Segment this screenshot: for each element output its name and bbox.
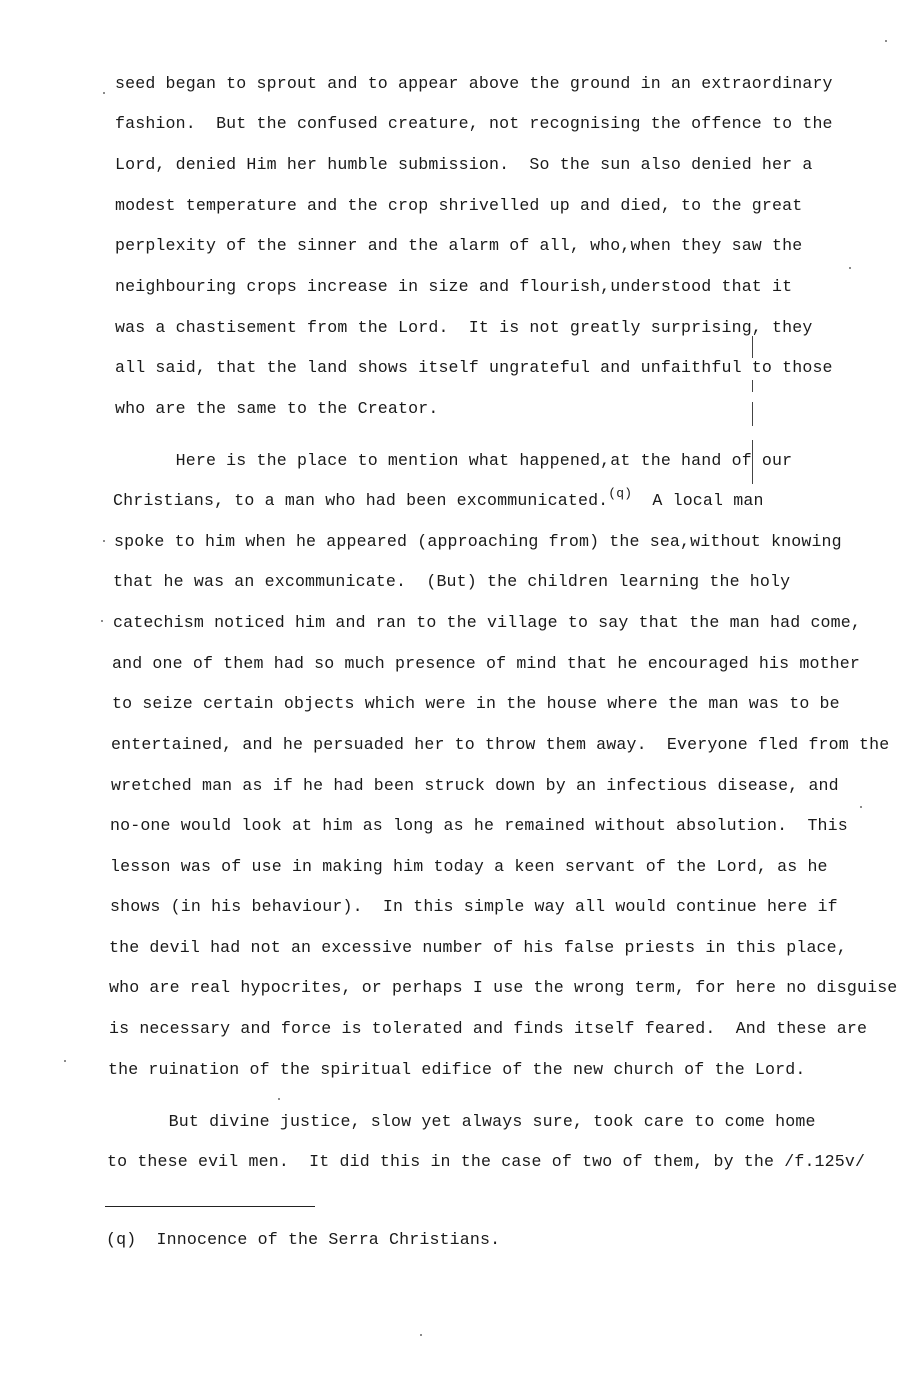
text-fragment: Christians, to a man who had been excommunicated.: [113, 491, 609, 510]
text-line: to seize certain objects which were in the house where the man was to be: [112, 694, 840, 713]
speck-mark: [420, 1334, 422, 1336]
text-line: shows (in his behaviour). In this simple way all would continue here if: [110, 897, 838, 916]
text-line: to these evil men. It did this in the case of two of them, by the /f.125v/: [107, 1152, 866, 1171]
text-line: that he was an excommunicate. (But) the children learning the holy: [113, 572, 791, 591]
footnote-marker: (q): [608, 486, 633, 501]
text-line: is necessary and force is tolerated and finds itself feared. And these are: [109, 1019, 868, 1038]
text-line: spoke to him when he appeared (approaching from) the sea,without knowing: [114, 532, 842, 551]
text-line: wretched man as if he had been struck down by an infectious disease, and: [111, 776, 839, 795]
text-line: seed began to sprout and to appear above the ground in an extraordinary: [115, 74, 833, 93]
text-line: lesson was of use in making him today a keen servant of the Lord, as he: [110, 857, 828, 876]
text-line: the devil had not an excessive number of his false priests in this place,: [109, 938, 847, 957]
margin-mark: [752, 336, 753, 358]
text-line: was a chastisement from the Lord. It is not greatly surprising, they: [115, 318, 813, 337]
speck-mark: [885, 40, 887, 42]
text-line: neighbouring crops increase in size and flourish,understood that it: [115, 277, 793, 296]
text-line: Here is the place to mention what happened,at the hand of our: [115, 451, 793, 470]
speck-mark: [103, 92, 105, 94]
margin-mark: [752, 402, 753, 426]
text-line: perplexity of the sinner and the alarm of all, who,when they saw the: [115, 236, 803, 255]
text-line: modest temperature and the crop shrivelled up and died, to the great: [115, 196, 803, 215]
speck-mark: [101, 620, 103, 622]
text-line: Lord, denied Him her humble submission. So the sun also denied her a: [115, 155, 813, 174]
text-line-with-footnote: [113, 486, 764, 512]
text-line: entertained, and he persuaded her to throw them away. Everyone fled from the: [111, 735, 890, 754]
text-fragment: A local man: [632, 491, 764, 510]
margin-mark: [752, 380, 753, 392]
footnote-text: (q) Innocence of the Serra Christians.: [106, 1230, 501, 1249]
speck-mark: [103, 540, 105, 542]
footnote-separator: [105, 1206, 315, 1207]
text-line: who are real hypocrites, or perhaps I use the wrong term, for here no disguise: [109, 978, 898, 997]
text-line: who are the same to the Creator.: [115, 399, 439, 418]
text-line: the ruination of the spiritual edifice of the new church of the Lord.: [108, 1060, 806, 1079]
text-line: no-one would look at him as long as he remained without absolution. This: [110, 816, 848, 835]
speck-mark: [64, 1060, 66, 1062]
text-line: fashion. But the confused creature, not recognising the offence to the: [115, 114, 833, 133]
text-line: and one of them had so much presence of mind that he encouraged his mother: [112, 654, 860, 673]
text-line: catechism noticed him and ran to the village to say that the man had come,: [113, 613, 861, 632]
text-line: But divine justice, slow yet always sure, took care to come home: [108, 1112, 816, 1131]
text-line: all said, that the land shows itself ungrateful and unfaithful to those: [115, 358, 833, 377]
speck-mark: [860, 806, 862, 808]
margin-mark: [752, 440, 753, 484]
speck-mark: [278, 1098, 280, 1100]
speck-mark: [849, 267, 851, 269]
